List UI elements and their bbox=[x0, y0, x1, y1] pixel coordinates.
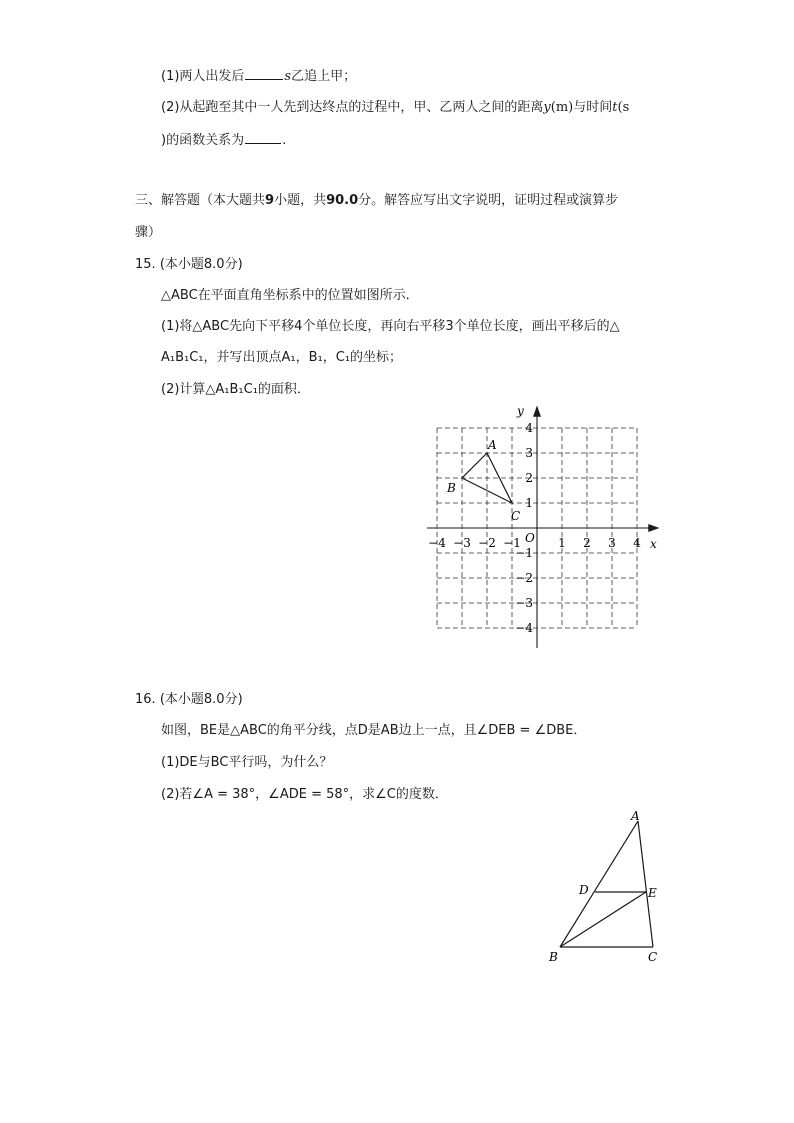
q15-intro: △ABC在平面直角坐标系中的位置如图所示． bbox=[161, 288, 419, 303]
q15-part2: (2)计算△A₁B₁C₁的面积． bbox=[161, 382, 310, 397]
grid-lines bbox=[437, 428, 637, 628]
question-number: 16. bbox=[135, 692, 156, 707]
tick-labels bbox=[428, 421, 641, 635]
point-label-a: A bbox=[488, 438, 497, 452]
y-tick-label: 2 bbox=[525, 471, 533, 485]
q16-intro: 如图，BE是△ABC的角平分线，点D是AB边上一点，且∠DEB = ∠DBE． bbox=[161, 723, 587, 738]
y-tick-label: −4 bbox=[515, 621, 533, 635]
axes bbox=[427, 406, 660, 649]
x-tick-label: 3 bbox=[608, 536, 616, 550]
y-tick-label: −3 bbox=[515, 596, 533, 610]
answer-blank[interactable] bbox=[245, 67, 283, 80]
question-number: 15. bbox=[135, 257, 156, 272]
point-label-b: B bbox=[447, 481, 456, 495]
q14-part2-cont: )的函数关系为 . bbox=[161, 133, 287, 148]
segment-ac bbox=[638, 821, 653, 947]
segment-be bbox=[560, 892, 646, 947]
x-tick-label: −3 bbox=[453, 536, 471, 550]
y-tick-label: −1 bbox=[515, 546, 533, 560]
y-tick-label: 3 bbox=[525, 446, 533, 460]
answer-blank[interactable] bbox=[245, 131, 281, 144]
origin-label: O bbox=[525, 531, 535, 545]
x-axis-arrow-icon bbox=[648, 524, 659, 532]
point-label-d: D bbox=[579, 883, 589, 897]
y-axis-label: y bbox=[517, 404, 524, 418]
q16-header bbox=[135, 691, 243, 709]
y-axis-arrow-icon bbox=[533, 406, 541, 417]
y-tick-label: −2 bbox=[515, 571, 533, 585]
triangle-abc-outline bbox=[462, 453, 512, 503]
triangle-figure bbox=[560, 821, 653, 947]
triangle-abc bbox=[446, 438, 520, 523]
x-tick-label: −1 bbox=[503, 536, 521, 550]
q16-part2: (2)若∠A = 38°，∠ADE = 58°，求∠C的度数． bbox=[161, 787, 448, 802]
q14-part2: (2)从起跑至其中一人先到达终点的过程中，甲、乙两人之间的距离y(m)与时间t(s bbox=[161, 100, 630, 115]
point-label-e: E bbox=[648, 886, 657, 900]
q16-part1: (1)DE与BC平行吗，为什么？ bbox=[161, 755, 333, 770]
x-axis-label: x bbox=[650, 537, 657, 551]
y-tick-label: 1 bbox=[525, 496, 533, 510]
x-tick-label: 2 bbox=[583, 536, 591, 550]
point-label-a: A bbox=[631, 809, 640, 823]
point-label-c: C bbox=[648, 950, 658, 964]
point-label-c: C bbox=[511, 509, 521, 523]
q15-part1-cont: A₁B₁C₁，并写出顶点A₁，B₁，C₁的坐标； bbox=[161, 350, 403, 365]
y-tick-label: 4 bbox=[525, 421, 533, 435]
point-label-b: B bbox=[549, 950, 558, 964]
x-tick-label: −2 bbox=[478, 536, 496, 550]
x-tick-label: 4 bbox=[633, 536, 641, 550]
q15-part1: (1)将△ABC先向下平移4个单位长度，再向右平移3个单位长度，画出平移后的△ bbox=[161, 319, 620, 334]
q15-header bbox=[135, 256, 243, 274]
segment-ab bbox=[560, 821, 638, 947]
x-tick-label: −4 bbox=[428, 536, 446, 550]
x-tick-label: 1 bbox=[558, 536, 566, 550]
question-points: (本小题8.0分) bbox=[159, 692, 243, 707]
q14-part1: (1)两人出发后 s乙追上甲； bbox=[161, 69, 357, 84]
section-heading: 三、解答题（本大题共9小题，共90.0分。解答应写出文字说明，证明过程或演算步 bbox=[135, 193, 619, 208]
section-heading-cont: 骤） bbox=[135, 225, 162, 240]
question-points: (本小题8.0分) bbox=[159, 257, 243, 272]
